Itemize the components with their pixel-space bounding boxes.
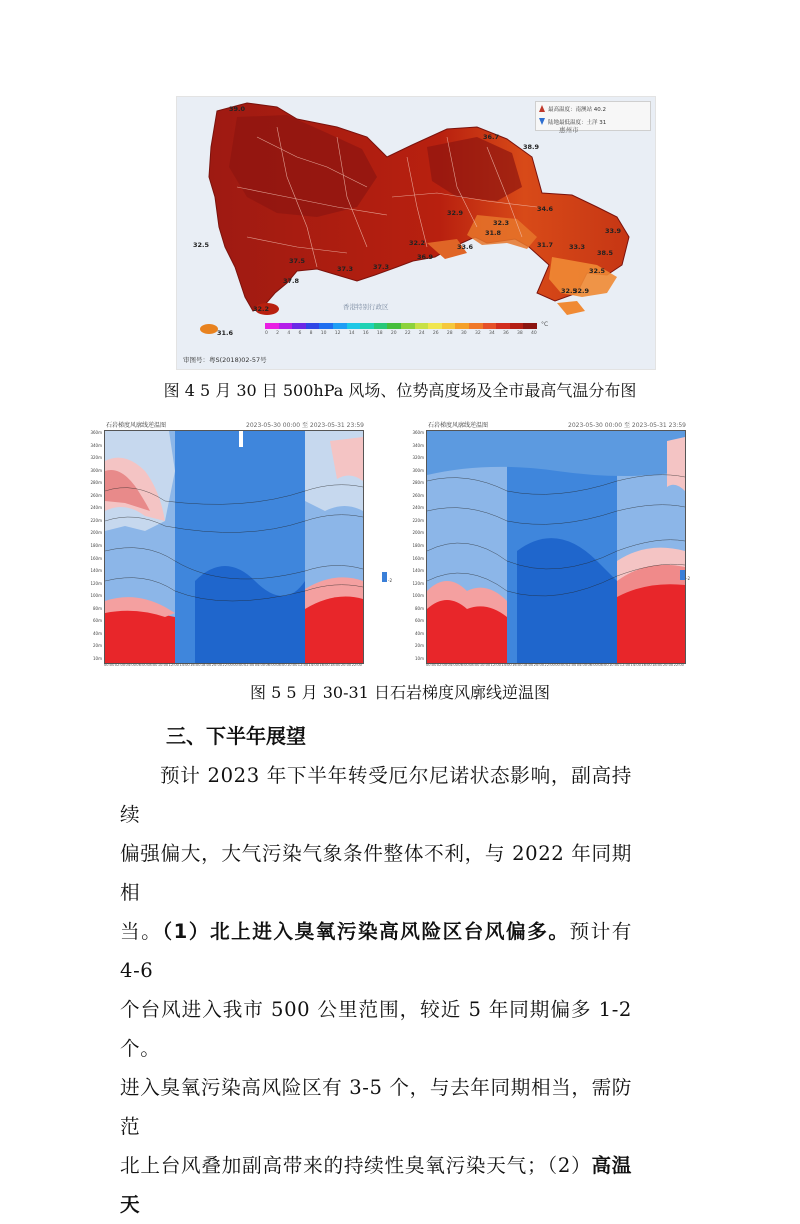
colorbar-tick: 12 bbox=[334, 331, 341, 336]
profile-title: 石岩梯度风廓线逆温图 bbox=[428, 422, 489, 429]
profile-colorbar-label: -2 bbox=[686, 576, 690, 581]
x-tick: 16:00 bbox=[190, 663, 201, 667]
para-line-3c: 预计有 4-6 bbox=[120, 920, 632, 982]
y-tick: 60m bbox=[415, 618, 424, 624]
colorbar-segment bbox=[401, 323, 415, 329]
profile-colorbar-label: -2 bbox=[388, 578, 392, 583]
x-tick: 22:00 bbox=[222, 663, 233, 667]
map-credit: 审图号：粤S(2018)02-57号 bbox=[183, 356, 267, 364]
x-tick: 04:00 bbox=[254, 663, 266, 667]
colorbar-tick: 32 bbox=[474, 331, 481, 336]
para-line-4: 个台风进入我市 500 公里范围，较近 5 年同期偏多 1-2 个。 bbox=[120, 998, 632, 1060]
y-tick: 60m bbox=[93, 618, 102, 624]
map-value: 32.3 bbox=[493, 219, 510, 227]
colorbar-segment bbox=[442, 323, 456, 329]
profile-colorbar bbox=[680, 570, 685, 580]
profile-time-range: 2023-05-30 00:00 至 2023-05-31 23:59 bbox=[568, 422, 686, 429]
map-value: 34.6 bbox=[537, 205, 554, 213]
colorbar-segment bbox=[510, 323, 524, 329]
y-tick: 80m bbox=[415, 605, 424, 611]
y-tick: 220m bbox=[412, 517, 424, 523]
x-tick: 14:00 bbox=[308, 663, 319, 667]
para-line-1: 预计 2023 年下半年转受厄尔尼诺状态影响，副高持续 bbox=[120, 764, 632, 826]
colorbar-tick: 14 bbox=[348, 331, 355, 336]
map-value: 32.5 bbox=[589, 267, 606, 275]
colorbar-unit: °C bbox=[541, 321, 549, 328]
low-temperature-icon bbox=[539, 118, 545, 125]
profile-x-axis bbox=[104, 663, 362, 669]
x-tick: 22:00 bbox=[544, 663, 555, 667]
colorbar-segment bbox=[333, 323, 347, 329]
y-tick: 340m bbox=[90, 442, 102, 448]
map-value: 32.2 bbox=[253, 305, 270, 313]
figure-5-caption: 图 5 5 月 30-31 日石岩梯度风廓线逆温图 bbox=[250, 683, 550, 702]
map-value: 38.9 bbox=[523, 143, 540, 151]
map-value: 32.5 bbox=[193, 241, 210, 249]
x-tick: 08:00 bbox=[147, 663, 158, 667]
y-tick: 300m bbox=[90, 467, 102, 473]
y-tick: 180m bbox=[90, 543, 102, 548]
map-value: 33.9 bbox=[605, 227, 622, 235]
y-tick: 100m bbox=[412, 593, 424, 599]
map-value: 37.3 bbox=[337, 265, 354, 273]
y-tick: 120m bbox=[90, 580, 102, 586]
x-tick: 22:00 bbox=[351, 663, 362, 667]
colorbar-tick: 10 bbox=[320, 331, 327, 336]
profile-heatmap bbox=[427, 431, 685, 663]
colorbar-segment bbox=[496, 323, 510, 329]
y-tick: 80m bbox=[93, 605, 102, 611]
para-line-3 bbox=[120, 912, 632, 990]
profile-y-axis bbox=[86, 430, 103, 662]
y-tick: 260m bbox=[412, 492, 424, 498]
x-tick: 12:00 bbox=[297, 663, 309, 667]
map-value: 37.3 bbox=[373, 263, 390, 271]
colorbar-tick: 22 bbox=[404, 331, 411, 336]
y-tick: 200m bbox=[412, 530, 424, 536]
x-tick: 08:00 bbox=[598, 663, 609, 667]
x-tick: 00:00 bbox=[233, 663, 244, 667]
y-tick: 40m bbox=[93, 630, 102, 636]
x-tick: 14:00 bbox=[501, 663, 512, 667]
y-tick: 20m bbox=[415, 643, 424, 649]
map-value: 37.8 bbox=[283, 277, 300, 285]
profile-heatmap bbox=[105, 431, 363, 663]
colorbar-segment bbox=[387, 323, 401, 329]
colorbar-tick: 38 bbox=[517, 331, 523, 336]
water-label: 香港特别行政区 bbox=[343, 303, 389, 311]
y-tick: 10m bbox=[415, 656, 424, 661]
x-tick: 20:00 bbox=[340, 663, 352, 667]
map-value: 32.9 bbox=[447, 209, 464, 217]
colorbar-segment bbox=[415, 323, 429, 329]
x-tick: 10:00 bbox=[287, 663, 298, 667]
map-value: 31.6 bbox=[217, 329, 234, 337]
x-tick: 02:00 bbox=[436, 663, 448, 667]
colorbar-tick: 36 bbox=[502, 331, 509, 336]
y-tick: 340m bbox=[412, 442, 424, 448]
y-tick: 40m bbox=[415, 630, 424, 636]
x-tick: 18:00 bbox=[330, 663, 341, 667]
figure-4-caption: 图 4 5 月 30 日 500hPa 风场、位势高度场及全市最高气温分布图 bbox=[163, 381, 637, 400]
x-tick: 18:00 bbox=[652, 663, 663, 667]
colorbar-tick: 30 bbox=[460, 331, 467, 336]
x-tick: 22:00 bbox=[673, 663, 684, 667]
map-value: 31.7 bbox=[537, 241, 554, 249]
wind-profile-left bbox=[86, 420, 392, 667]
para-line-6 bbox=[120, 1146, 632, 1224]
y-tick: 120m bbox=[412, 580, 424, 586]
x-tick: 12:00 bbox=[168, 663, 179, 667]
map-value: 37.5 bbox=[289, 257, 306, 265]
y-tick: 160m bbox=[90, 555, 102, 561]
x-tick: 04:00 bbox=[447, 663, 458, 667]
map-value: 36.9 bbox=[417, 253, 434, 261]
x-tick: 14:00 bbox=[179, 663, 190, 667]
colorbar-segment bbox=[306, 323, 320, 329]
x-tick: 06:00 bbox=[265, 663, 276, 667]
x-tick: 06:00 bbox=[587, 663, 598, 667]
colorbar-tick: 26 bbox=[432, 331, 439, 336]
colorbar-segment bbox=[360, 323, 374, 329]
colorbar-tick: 16 bbox=[362, 331, 369, 336]
colorbar-segment bbox=[523, 323, 537, 329]
x-tick: 04:00 bbox=[125, 663, 136, 667]
x-tick: 16:00 bbox=[641, 663, 652, 667]
y-tick: 100m bbox=[90, 593, 102, 599]
legend-min-value: 土洋 31 bbox=[586, 119, 607, 126]
y-tick: 280m bbox=[90, 480, 102, 486]
x-tick: 20:00 bbox=[662, 663, 674, 667]
x-tick: 18:00 bbox=[522, 663, 534, 667]
x-tick: 02:00 bbox=[114, 663, 126, 667]
x-tick: 18:00 bbox=[200, 663, 212, 667]
x-tick: 10:00 bbox=[157, 663, 169, 667]
colorbar-segment bbox=[469, 323, 483, 329]
y-tick: 10m bbox=[93, 656, 102, 661]
x-tick: 06:00 bbox=[136, 663, 147, 667]
y-tick: 240m bbox=[90, 505, 102, 511]
map-value: 32.2 bbox=[409, 239, 426, 247]
map-value: 33.3 bbox=[569, 243, 586, 251]
district-label: 惠州市 bbox=[559, 126, 579, 134]
x-tick: 12:00 bbox=[490, 663, 501, 667]
colorbar-tick: 20 bbox=[390, 331, 397, 336]
x-tick: 08:00 bbox=[276, 663, 287, 667]
map-value: 32.5 bbox=[561, 287, 578, 295]
profile-title: 石岩梯度风廓线逆温图 bbox=[106, 422, 167, 429]
para-line-3-bold: （1）北上进入臭氧污染高风险区台风偏多。 bbox=[162, 920, 570, 943]
x-tick: 02:00 bbox=[565, 663, 577, 667]
high-temperature-icon bbox=[539, 105, 545, 112]
x-tick: 02:00 bbox=[243, 663, 255, 667]
para-line-3a: 当。 bbox=[120, 920, 163, 943]
x-tick: 08:00 bbox=[469, 663, 480, 667]
map-value: 38.5 bbox=[597, 249, 614, 257]
map-value: 39.0 bbox=[229, 105, 246, 113]
y-tick: 140m bbox=[90, 568, 102, 574]
y-tick: 320m bbox=[90, 455, 102, 461]
y-tick: 320m bbox=[412, 455, 424, 461]
x-tick: 12:00 bbox=[619, 663, 631, 667]
legend-min-row bbox=[536, 115, 650, 128]
map-value: 32.9 bbox=[573, 287, 590, 295]
profile-canvas bbox=[104, 430, 364, 664]
profile-canvas bbox=[426, 430, 686, 664]
y-tick: 360m bbox=[412, 430, 424, 435]
colorbar-segment bbox=[428, 323, 442, 329]
para-line-6a: 北上台风叠加副高带来的持续性臭氧污染天气；（2） bbox=[120, 1154, 592, 1177]
profile-time-range: 2023-05-30 00:00 至 2023-05-31 23:59 bbox=[246, 422, 364, 429]
colorbar-ticks bbox=[265, 331, 537, 336]
colorbar-tick: 28 bbox=[446, 331, 453, 336]
x-tick: 00:00 bbox=[426, 663, 437, 667]
section-heading: 三、下半年展望 bbox=[166, 724, 306, 748]
colorbar-tick: 8 bbox=[309, 331, 313, 336]
x-tick: 14:00 bbox=[630, 663, 641, 667]
colorbar-segment bbox=[483, 323, 497, 329]
legend-min-label: 陆地最低温度： bbox=[548, 119, 587, 126]
x-tick: 06:00 bbox=[458, 663, 469, 667]
map-legend bbox=[535, 101, 651, 131]
colorbar-tick: 34 bbox=[488, 331, 495, 336]
y-tick: 200m bbox=[90, 530, 102, 536]
colorbar-segment bbox=[374, 323, 388, 329]
y-tick: 360m bbox=[90, 430, 102, 435]
map-value: 33.6 bbox=[457, 243, 474, 251]
x-tick: 20:00 bbox=[533, 663, 545, 667]
colorbar-tick: 4 bbox=[287, 331, 291, 336]
x-tick: 00:00 bbox=[555, 663, 566, 667]
colorbar-tick: 6 bbox=[298, 331, 302, 336]
section-paragraph bbox=[120, 756, 632, 1224]
profile-colorbar bbox=[382, 572, 387, 582]
x-tick: 00:00 bbox=[104, 663, 115, 667]
temperature-map-figure bbox=[176, 96, 656, 370]
y-tick: 220m bbox=[90, 517, 102, 523]
profile-x-axis bbox=[426, 663, 684, 669]
map-value: 31.8 bbox=[485, 229, 502, 237]
colorbar-tick: 18 bbox=[376, 331, 383, 336]
colorbar-tick: 0 bbox=[265, 331, 268, 336]
y-tick: 140m bbox=[412, 568, 424, 574]
y-tick: 240m bbox=[412, 505, 424, 511]
legend-max-label: 最高温度： bbox=[548, 106, 576, 113]
map-value: 36.7 bbox=[483, 133, 500, 141]
y-tick: 280m bbox=[412, 480, 424, 486]
colorbar-tick: 24 bbox=[418, 331, 425, 336]
para-line-2: 偏强偏大，大气污染气象条件整体不利，与 2022 年同期相 bbox=[120, 842, 632, 904]
para-line-5: 进入臭氧污染高风险区有 3-5 个，与去年同期相当，需防范 bbox=[120, 1076, 632, 1138]
y-tick: 180m bbox=[412, 543, 424, 548]
y-tick: 20m bbox=[93, 643, 102, 649]
wind-profile-right bbox=[408, 420, 698, 667]
profile-y-axis bbox=[408, 430, 425, 662]
colorbar-segment bbox=[347, 323, 361, 329]
legend-max-row bbox=[536, 102, 650, 115]
temperature-colorbar bbox=[265, 323, 537, 329]
x-tick: 16:00 bbox=[319, 663, 330, 667]
x-tick: 20:00 bbox=[211, 663, 223, 667]
x-tick: 04:00 bbox=[576, 663, 588, 667]
para-line-6-bold: 高温天 bbox=[120, 1154, 632, 1216]
x-tick: 10:00 bbox=[609, 663, 620, 667]
y-tick: 160m bbox=[412, 555, 424, 561]
legend-max-value: 南澳站 40.2 bbox=[575, 106, 607, 113]
x-tick: 16:00 bbox=[512, 663, 523, 667]
colorbar-segment bbox=[279, 323, 293, 329]
colorbar-segment bbox=[455, 323, 469, 329]
y-tick: 300m bbox=[412, 467, 424, 473]
colorbar-segment bbox=[265, 323, 279, 329]
x-tick: 10:00 bbox=[479, 663, 491, 667]
y-tick: 260m bbox=[90, 492, 102, 498]
colorbar-tick: 40 bbox=[531, 331, 537, 336]
colorbar-segment bbox=[292, 323, 306, 329]
colorbar-segment bbox=[319, 323, 333, 329]
colorbar-tick: 2 bbox=[276, 331, 280, 336]
